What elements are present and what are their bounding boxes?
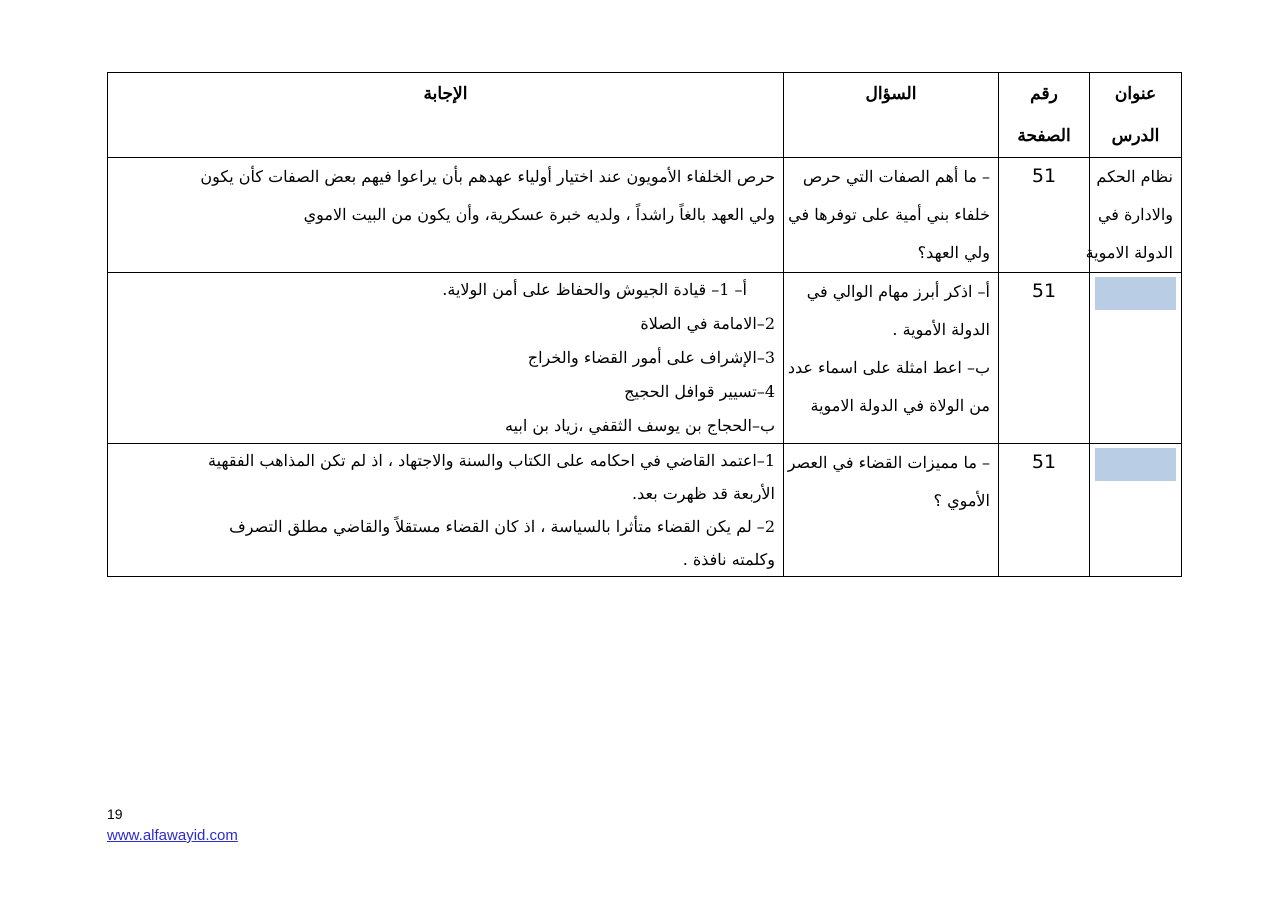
table-row [108,158,1182,273]
header-page-number: رقم الصفحة [999,73,1090,158]
question-cell: – ما مميزات القضاء في العصر الأموي ؟ [784,444,999,577]
highlight-block [1095,448,1176,481]
table-row [108,273,1182,444]
question-cell: أ– اذكر أبرز مهام الوالي في الدولة الأموية . ب– اعط امثلة على اسماء عدد من الولاة في الدولة الاموية [784,273,999,444]
lesson-title-cell [1090,444,1182,577]
header-question: السؤال [784,73,999,158]
lesson-title-cell: نظام الحكم والادارة في الدولة الاموية [1090,158,1182,273]
table-row [108,444,1182,577]
answer-cell: حرص الخلفاء الأمويون عند اختيار أولياء عهدهم بأن يراعوا فيهم بعض الصفات كأن يكون ولي العهد بالغاً راشداً ، ولديه خبرة عسكرية، وأن يكون من البيت الاموي [108,158,784,273]
page-number-cell: 51 [999,158,1090,273]
page-number-cell: 51 [999,273,1090,444]
lesson-title-cell [1090,273,1182,444]
qa-table [107,72,1182,577]
question-cell: – ما أهم الصفات التي حرص خلفاء بني أمية على توفرها في ولي العهد؟ [784,158,999,273]
answer-cell: 1–اعتمد القاضي في احكامه على الكتاب والسنة والاجتهاد ، اذ لم تكن المذاهب الفقهية الأربعة قد ظهرت بعد. 2– لم يكن القضاء متأثرا بالسياسة ، اذ كان القضاء مستقلاً والقاضي مطلق التصرف وكلمته نافذة . [108,444,784,577]
header-row [108,73,1182,158]
page-number: 19 [107,806,123,822]
highlight-block [1095,277,1176,310]
header-lesson-title: عنوان الدرس [1090,73,1182,158]
website-link[interactable]: www.alfawayid.com [107,827,238,844]
page-number-cell: 51 [999,444,1090,577]
answer-cell: أ– 1– قيادة الجيوش والحفاظ على أمن الولاية. 2–الامامة في الصلاة 3–الإشراف على أمور القضاء والخراج 4–تسيير قوافل الحجيج ب–الحجاج بن يوسف الثقفي ،زياد بن ابيه [108,273,784,444]
header-answer: الإجابة [108,73,784,158]
